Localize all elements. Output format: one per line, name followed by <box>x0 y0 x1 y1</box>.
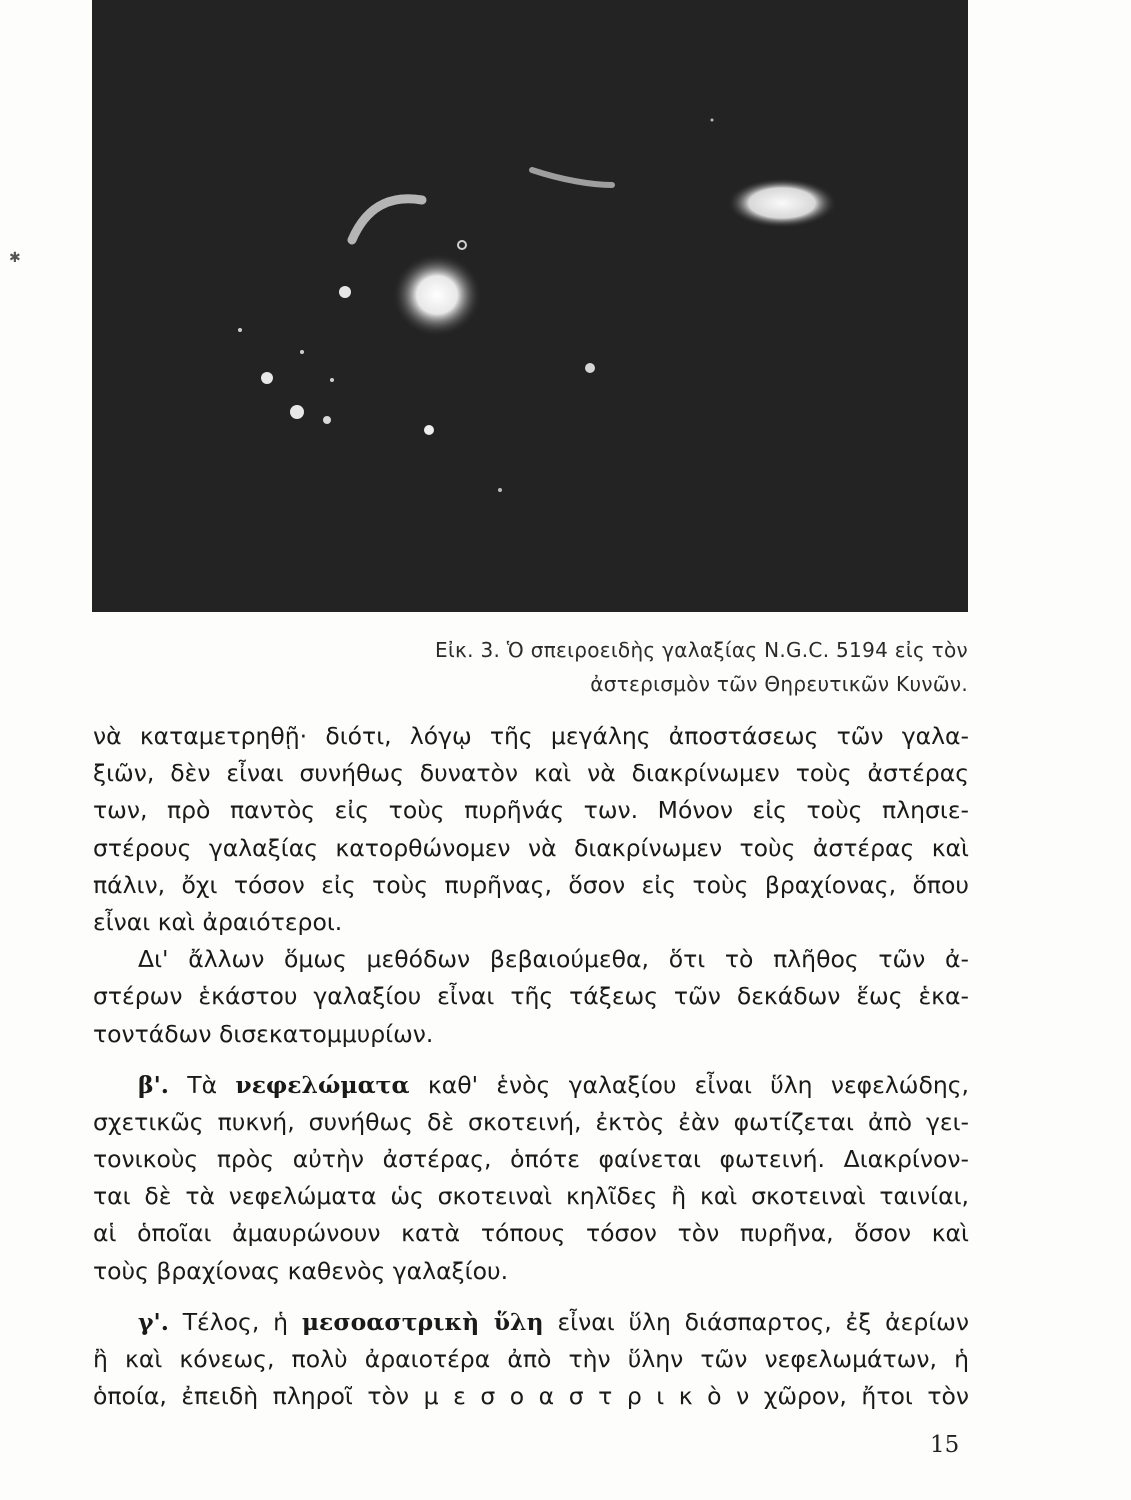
galaxy-image <box>92 0 968 612</box>
page-number: 15 <box>930 1432 960 1458</box>
caption-line-1: Εἰκ. 3. Ὁ σπειροειδὴς γαλαξίας N.G.C. 5194 εἰς τὸν <box>435 638 968 662</box>
text-line: πάλιν, ὄχι τόσον εἰς τοὺς πυρῆνας, ὅσον εἰς τοὺς βραχίονας, ὅπου <box>93 870 969 899</box>
text-line: στέρους γαλαξίας κατορθώνομεν νὰ διακρίνωμεν τοὺς ἀστέρας καὶ <box>93 833 969 862</box>
text-line: στέρων ἑκάστου γαλαξίου εἶναι τῆς τάξεως τῶν δεκάδων ἕως ἑκα- <box>93 982 969 1011</box>
section-c-first-line <box>93 1304 969 1341</box>
text-line: τονικοὺς πρὸς αὐτὴν ἀστέρας, ὁπότε φαίνεται φωτεινή. Διακρίνον- <box>93 1145 969 1174</box>
text-line: ὁποία, ἐπειδὴ πληροῖ τὸν μ ε σ ο α σ τ ρ ι κ ὸ ν χῶρον, ἤτοι τὸν <box>93 1382 969 1411</box>
text-line: ξιῶν, δὲν εἶναι συνήθως δυνατὸν καὶ νὰ διακρίνωμεν τοὺς ἀστέρας <box>93 759 969 788</box>
margin-speck: ✱ <box>9 250 21 266</box>
text-line: ται δὲ τὰ νεφελώματα ὡς σκοτειναὶ κηλῖδες ἢ καὶ σκοτειναὶ ταινίαι, <box>93 1182 969 1211</box>
text-line: αἱ ὁποῖαι ἀμαυρώνουν κατὰ τόπους τόσον τὸν πυρῆνα, ὅσον καὶ <box>93 1219 969 1248</box>
section-label: γ'. <box>138 1307 169 1336</box>
section-rest: καθ' ἑνὸς γαλαξίου εἶναι ὕλη νεφελώδης, <box>427 1070 969 1099</box>
figure-caption <box>435 633 968 701</box>
section-lead: Τὰ <box>187 1070 218 1099</box>
section-b-first-line <box>93 1067 969 1104</box>
text-line: των, πρὸ παντὸς εἰς τοὺς πυρῆνάς των. Μόνον εἰς τοὺς πλησιε- <box>93 796 969 825</box>
text-line: τοντάδων δισεκατομμυρίων. <box>93 1019 434 1048</box>
text-line: ἢ καὶ κόνεως, πολὺ ἀραιοτέρα ἀπὸ τὴν ὕλην τῶν νεφελωμάτων, ἡ <box>93 1345 969 1373</box>
caption-line-2: ἀστερισμὸν τῶν Θηρευτικῶν Κυνῶν. <box>590 672 968 696</box>
section-lead: Τέλος, ἡ <box>182 1307 289 1336</box>
text-line: εἶναι καὶ ἀραιότεροι. <box>93 907 343 936</box>
text-line: σχετικῶς πυκνή, συνήθως δὲ σκοτεινή, ἐκτὸς ἐὰν φωτίζεται ἀπὸ γει- <box>93 1107 969 1136</box>
body-text <box>93 718 969 1415</box>
section-label: β'. <box>138 1070 169 1099</box>
section-rest: εἶναι ὕλη διάσπαρτος, ἐξ ἀερίων <box>557 1307 969 1336</box>
section-term: νεφελώματα <box>235 1070 410 1099</box>
companion-galaxy <box>727 178 837 228</box>
text-line: νὰ καταμετρηθῇ· διότι, λόγῳ τῆς μεγάλης ἀποστάσεως τῶν γαλα- <box>93 722 969 750</box>
galaxy-core <box>392 253 482 337</box>
section-term: μεσοαστρικὴ ὕλη <box>301 1307 544 1336</box>
galaxy-photograph <box>92 0 968 612</box>
text-line: τοὺς βραχίονας καθενὸς γαλαξίου. <box>93 1256 509 1285</box>
text-line: Δι' ἄλλων ὅμως μεθόδων βεβαιούμεθα, ὅτι τὸ πλῆθος τῶν ἀ- <box>138 945 969 974</box>
